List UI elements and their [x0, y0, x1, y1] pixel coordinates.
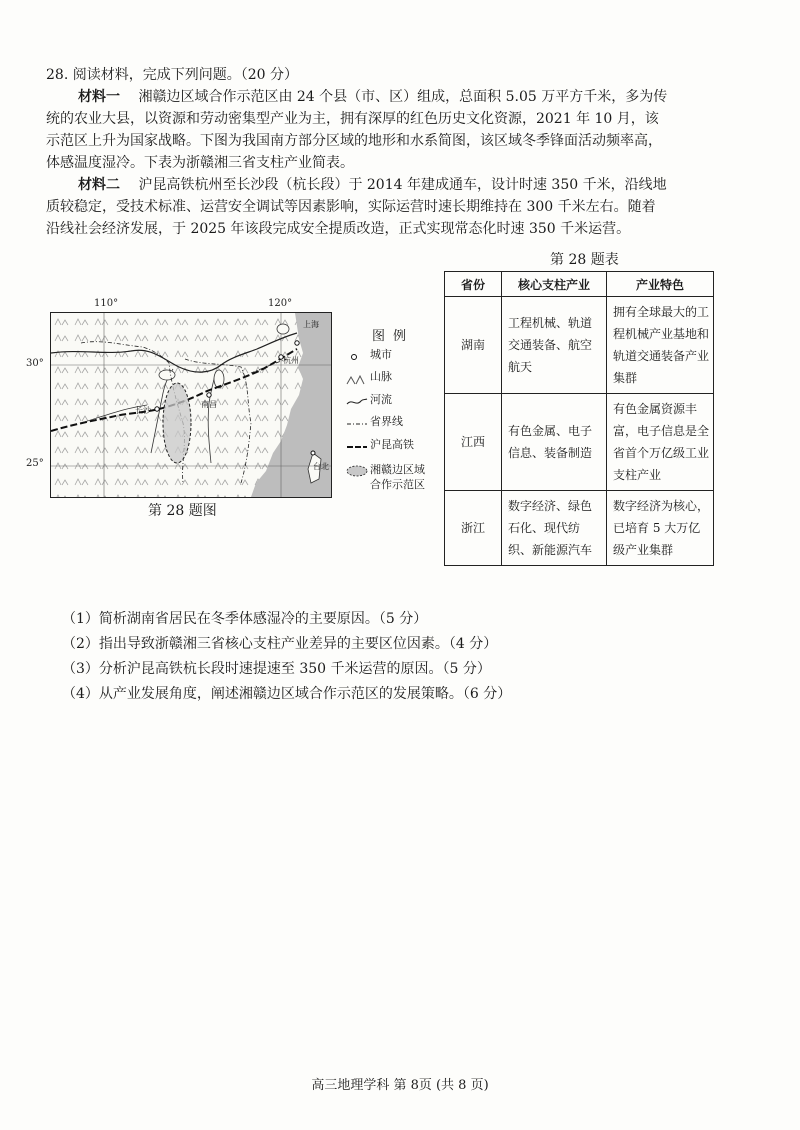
hangzhou-label: 杭州 — [283, 356, 299, 365]
header-province: 省份 — [445, 272, 502, 297]
legend-city — [346, 347, 446, 367]
legend-boundary-symbol — [346, 417, 368, 431]
legend-city-symbol — [346, 350, 368, 364]
legend-river-symbol — [346, 395, 368, 409]
province-cell: 湖南 — [445, 297, 502, 394]
legend-river — [346, 392, 446, 412]
xianggan-zone — [163, 383, 191, 463]
industry-cell: 数字经济、绿色石化、现代纺织、新能源汽车 — [502, 491, 607, 566]
material2-line-1 — [78, 174, 667, 196]
legend-zone-label: 湘赣边区域 合作示范区 — [370, 463, 425, 491]
table-row — [445, 297, 714, 394]
sub-question-1: （1）简析湖南省居民在冬季体感湿冷的主要原因。（5 分） — [62, 611, 428, 627]
material2-line-3: 沿线社会经济发展，于 2025 年该段完成安全提质改造，正式实现常态化时速 350 千米运营。 — [46, 221, 631, 237]
lon-label-120: 120° — [268, 298, 293, 309]
changsha-label: 长沙 — [135, 406, 151, 415]
material2-label: 材料二 — [78, 177, 120, 193]
legend-boundary — [346, 414, 446, 434]
feature-cell: 有色金属资源丰富，电子信息是全省首个万亿级工业支柱产业 — [607, 394, 714, 491]
taihu-lake — [277, 324, 289, 334]
feature-cell: 数字经济为核心，已培育 5 大万亿级产业集群 — [607, 491, 714, 566]
table-row — [445, 491, 714, 566]
lon-label-110: 110° — [94, 298, 119, 309]
industry-table — [444, 271, 714, 566]
material2-text-1: 沪昆高铁杭州至长沙段（杭长段）于 2014 年建成通车，设计时速 350 千米，沿线地 — [138, 177, 667, 193]
province-cell: 江西 — [445, 394, 502, 491]
legend-mountain-label: 山脉 — [370, 370, 392, 383]
table-caption: 第 28 题表 — [550, 252, 619, 268]
table-header-row — [445, 272, 714, 297]
question-header: 28. 阅读材料，完成下列问题。（20 分） — [46, 67, 298, 83]
legend-zone-symbol — [346, 464, 368, 478]
legend-city-label: 城市 — [370, 348, 392, 361]
header-industry: 核心支柱产业 — [502, 272, 607, 297]
legend-boundary-label: 省界线 — [370, 415, 403, 428]
taipei-city — [311, 451, 315, 455]
map-svg — [51, 313, 331, 497]
lat-label-30: 30° — [26, 358, 44, 369]
lat-label-25: 25° — [26, 458, 44, 469]
legend-mountain-symbol — [346, 372, 368, 386]
material1-text-1: 湘赣边区域合作示范区由 24 个县（市、区）组成，总面积 5.05 万平方千米，多为传 — [138, 89, 668, 105]
map-caption: 第 28 题图 — [148, 503, 217, 519]
shanghai-city — [295, 341, 299, 345]
sub-question-2: （2）指出导致浙赣湘三省核心支柱产业差异的主要区位因素。（4 分） — [62, 636, 498, 652]
header-feature: 产业特色 — [607, 272, 714, 297]
sub-question-4: （4）从产业发展角度，阐述湘赣边区域合作示范区的发展策略。（6 分） — [62, 686, 512, 702]
legend-zone — [346, 461, 446, 495]
table-row — [445, 394, 714, 491]
sub-question-3: （3）分析沪昆高铁杭长段时速提速至 350 千米运营的原因。（5 分） — [62, 661, 491, 677]
nanchang-city — [207, 393, 211, 397]
feature-cell: 拥有全球最大的工程机械产业基地和轨道交通装备产业集群 — [607, 297, 714, 394]
legend-hsr-symbol — [346, 440, 368, 454]
industry-cell: 工程机械、轨道交通装备、航空航天 — [502, 297, 607, 394]
legend-mountain — [346, 369, 446, 389]
legend-river-label: 河流 — [370, 393, 392, 406]
material1-line-4: 体感温度湿冷。下表为浙赣湘三省支柱产业简表。 — [46, 155, 354, 171]
legend-hsr-label: 沪昆高铁 — [370, 438, 414, 451]
material1-line-2: 统的农业大县，以资源和劳动密集型产业为主，拥有深厚的红色历史文化资源，2021 年 10 月，该 — [46, 111, 659, 127]
material1-line-3: 示范区上升为国家战略。下图为我国南方部分区域的地形和水系简图，该区域冬季锋面活动频率高， — [46, 133, 662, 149]
dongting-lake — [159, 370, 175, 380]
material1-line-1 — [78, 86, 667, 108]
poyang-lake — [214, 370, 224, 388]
legend-title: 图例 — [372, 329, 415, 344]
province-cell: 浙江 — [445, 491, 502, 566]
shanghai-label: 上海 — [303, 320, 319, 329]
nanchang-label: 南昌 — [201, 400, 217, 409]
changsha-city — [155, 407, 159, 411]
legend-hsr — [346, 437, 446, 457]
industry-cell: 有色金属、电子信息、装备制造 — [502, 394, 607, 491]
taipei-label: 台北 — [313, 462, 329, 471]
material1-label: 材料一 — [78, 89, 120, 105]
material2-line-2: 质较稳定，受技术标准、运营安全调试等因素影响，实际运营时速长期维持在 300 千米左右。随着 — [46, 199, 656, 215]
page-footer: 高三地理学科 第 8页 (共 8 页) — [311, 1078, 489, 1093]
terrain-map — [50, 312, 332, 498]
